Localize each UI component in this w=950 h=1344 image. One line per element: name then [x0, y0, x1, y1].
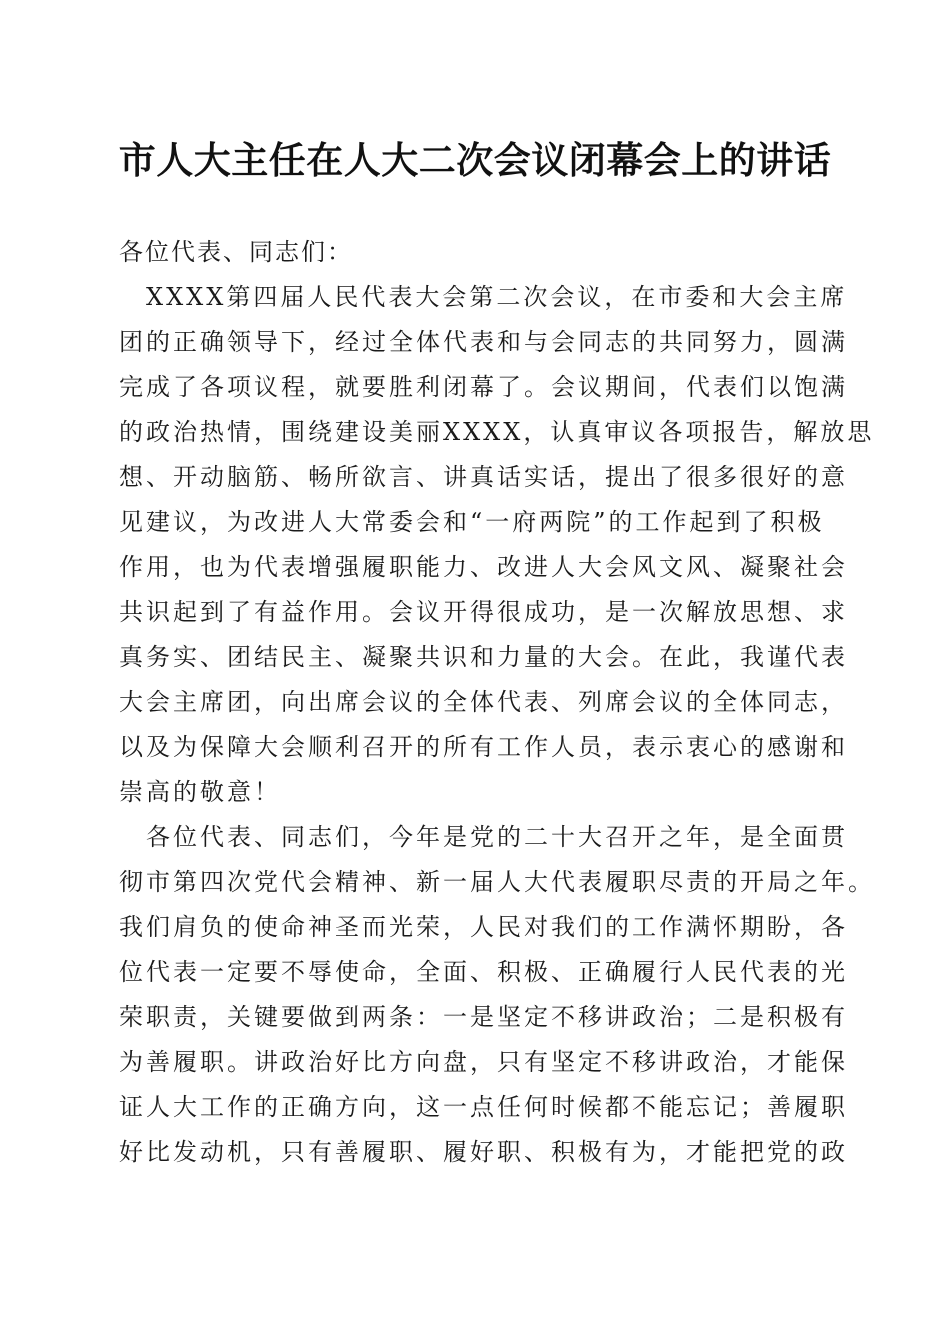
text-line: XXXX第四届人民代表大会第二次会议，在市委和大会主席 [119, 283, 848, 311]
text-line: 团的正确领导下，经过全体代表和与会同志的共同努力，圆满 [119, 328, 848, 356]
document-body [119, 230, 875, 1175]
text-line: 的政治热情，围绕建设美丽XXXX，认真审议各项报告，解放思 [119, 418, 875, 446]
text-line: 位代表一定要不辱使命，全面、积极、正确履行人民代表的光 [119, 958, 848, 986]
text-line: 作用，也为代表增强履职能力、改进人大会风文风、凝聚社会 [119, 553, 848, 581]
document-title: 市人大主任在人大二次会议闭幕会上的讲话 [118, 138, 832, 182]
text-line: 证人大工作的正确方向，这一点任何时候都不能忘记；善履职 [119, 1093, 848, 1121]
text-line: 我们肩负的使命神圣而光荣，人民对我们的工作满怀期盼，各 [119, 913, 848, 941]
salutation: 各位代表、同志们： [119, 238, 353, 266]
text-line: 好比发动机，只有善履职、履好职、积极有为，才能把党的政 [119, 1138, 848, 1166]
paragraph-2 [119, 815, 875, 1175]
paragraph-1 [119, 275, 875, 815]
text-line: 想、开动脑筋、畅所欲言、讲真话实话，提出了很多很好的意 [119, 463, 848, 491]
text-line: 真务实、团结民主、凝聚共识和力量的大会。在此，我谨代表 [119, 643, 848, 671]
text-line: 彻市第四次党代会精神、新一届人大代表履职尽责的开局之年。 [119, 868, 875, 896]
text-line: 荣职责，关键要做到两条：一是坚定不移讲政治；二是积极有 [119, 1003, 848, 1031]
text-line: 为善履职。讲政治好比方向盘，只有坚定不移讲政治，才能保 [119, 1048, 848, 1076]
text-line: 见建议，为改进人大常委会和“一府两院”的工作起到了积极 [119, 508, 825, 536]
text-line: 共识起到了有益作用。会议开得很成功，是一次解放思想、求 [119, 598, 848, 626]
text-line: 大会主席团，向出席会议的全体代表、列席会议的全体同志， [119, 688, 848, 716]
text-line: 完成了各项议程，就要胜利闭幕了。会议期间，代表们以饱满 [119, 373, 848, 401]
text-line: 以及为保障大会顺利召开的所有工作人员，表示衷心的感谢和 [119, 733, 848, 761]
text-line: 各位代表、同志们，今年是党的二十大召开之年，是全面贯 [119, 823, 848, 851]
text-line: 崇高的敬意！ [119, 778, 281, 806]
